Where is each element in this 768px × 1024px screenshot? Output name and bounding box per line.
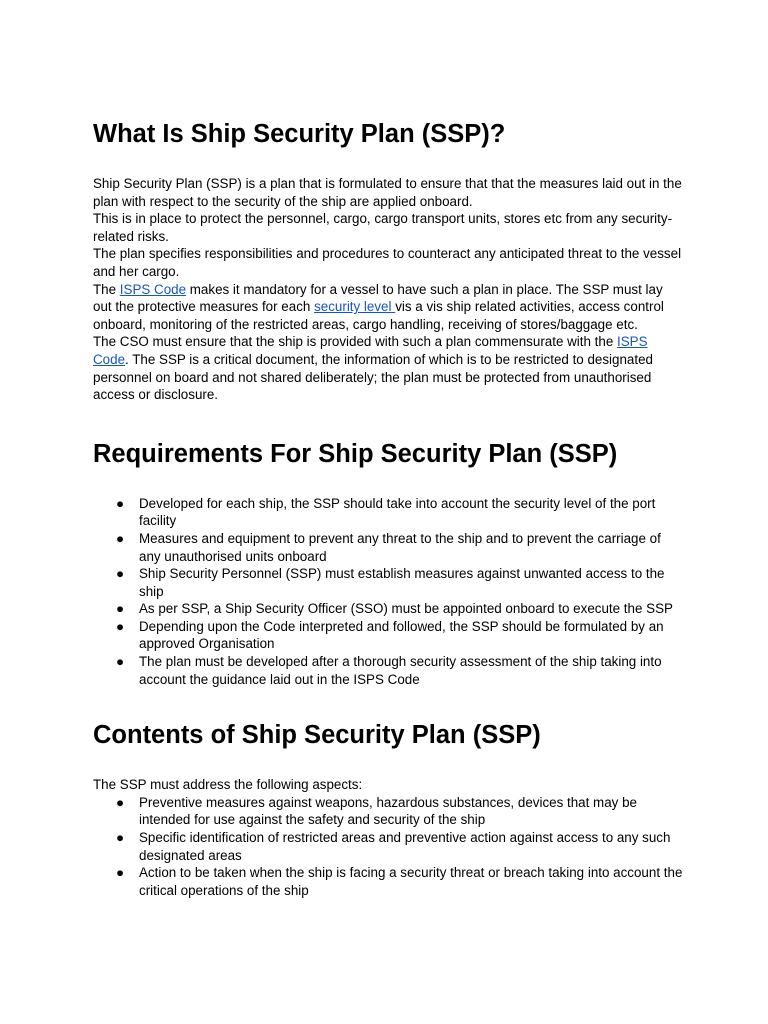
list-item-text: Depending upon the Code interpreted and followed, the SSP should be formulated by an approved Organisation — [139, 618, 664, 652]
bullet-icon: ● — [116, 830, 125, 846]
list-item-text: Specific identification of restricted areas and preventive action against access to any such designated areas — [139, 830, 671, 863]
isps-code-link-2[interactable]: ISPS Code — [93, 334, 648, 367]
paragraph-definition: Ship Security Plan (SSP) is a plan that is formulated to ensure that that the measures laid out in the plan with respect to the security of the ship are applied onboard. — [93, 176, 682, 209]
list-item-text: Action to be taken when the ship is facing a security threat or breach taking into account the critical operations of the ship — [139, 865, 683, 898]
list-item — [93, 565, 683, 600]
list-item — [93, 794, 683, 829]
bullet-icon: ● — [116, 618, 125, 634]
list-item — [93, 829, 683, 864]
bullet-icon: ● — [116, 601, 125, 617]
paragraph-responsibilities: The plan specifies responsibilities and procedures to counteract any anticipated threat to the vessel and her cargo. — [93, 246, 682, 279]
list-item-text: As per SSP, a Ship Security Officer (SSO) must be appointed onboard to execute the SSP — [139, 601, 673, 617]
bullet-icon: ● — [116, 566, 125, 582]
text-run: The CSO must ensure that the ship is provided with such a plan commensurate with the — [93, 334, 617, 350]
contents-intro: The SSP must address the following aspects: — [93, 777, 363, 793]
list-item — [93, 653, 683, 688]
paragraph-purpose: This is in place to protect the personnel, cargo, cargo transport units, stores etc from any security-related risks. — [93, 211, 673, 244]
intro-section — [93, 175, 683, 404]
text-run: vis a vis ship related activities, access control onboard, monitoring of the restricted areas, cargo handling, receiving of stores/baggage etc. — [93, 299, 664, 332]
text-run: makes it mandatory for a vessel to have such a plan in place. The SSP must lay out the protective measures for each — [93, 281, 663, 315]
bullet-icon: ● — [116, 530, 125, 546]
list-item-text: The plan must be developed after a thorough security assessment of the ship taking into account the guidance laid out in the ISPS Code — [139, 654, 662, 687]
list-item-text: Measures and equipment to prevent any threat to the ship and to prevent the carriage of any unauthorised units onboard — [139, 530, 661, 564]
list-item-text: Ship Security Personnel (SSP) must establish measures against unwanted access to the ship — [139, 566, 665, 599]
isps-code-link[interactable]: ISPS Code — [119, 281, 187, 297]
section-title-what-is-ssp: What Is Ship Security Plan (SSP)? — [93, 120, 506, 148]
list-item — [93, 495, 683, 530]
list-item-text: Developed for each ship, the SSP should take into account the security level of the port facility — [139, 495, 656, 529]
list-item — [93, 600, 683, 618]
bullet-icon: ● — [116, 865, 125, 881]
list-item — [93, 618, 683, 653]
bullet-icon: ● — [116, 495, 125, 511]
section-title-contents: Contents of Ship Security Plan (SSP) — [93, 721, 541, 750]
bullet-icon: ● — [116, 654, 125, 670]
paragraph-cso — [93, 333, 683, 403]
text-run: The — [93, 281, 120, 297]
section-title-requirements: Requirements For Ship Security Plan (SSP) — [93, 439, 618, 468]
text-run: . The SSP is a critical document, the information of which is to be restricted to designated personnel on board and not shared deliberately; the plan must be protected from unauthorised access or disclosure. — [93, 351, 653, 403]
security-level-link[interactable]: security level — [314, 299, 396, 315]
contents-list — [93, 794, 683, 900]
paragraph-isps-mandate — [93, 281, 683, 334]
list-item — [93, 864, 683, 899]
list-item-text: Preventive measures against weapons, hazardous substances, devices that may be intended for use against the safety and security of the ship — [139, 794, 637, 828]
bullet-icon: ● — [116, 794, 125, 810]
document-body — [93, 117, 683, 899]
list-item — [93, 530, 683, 565]
requirements-list — [93, 495, 683, 689]
